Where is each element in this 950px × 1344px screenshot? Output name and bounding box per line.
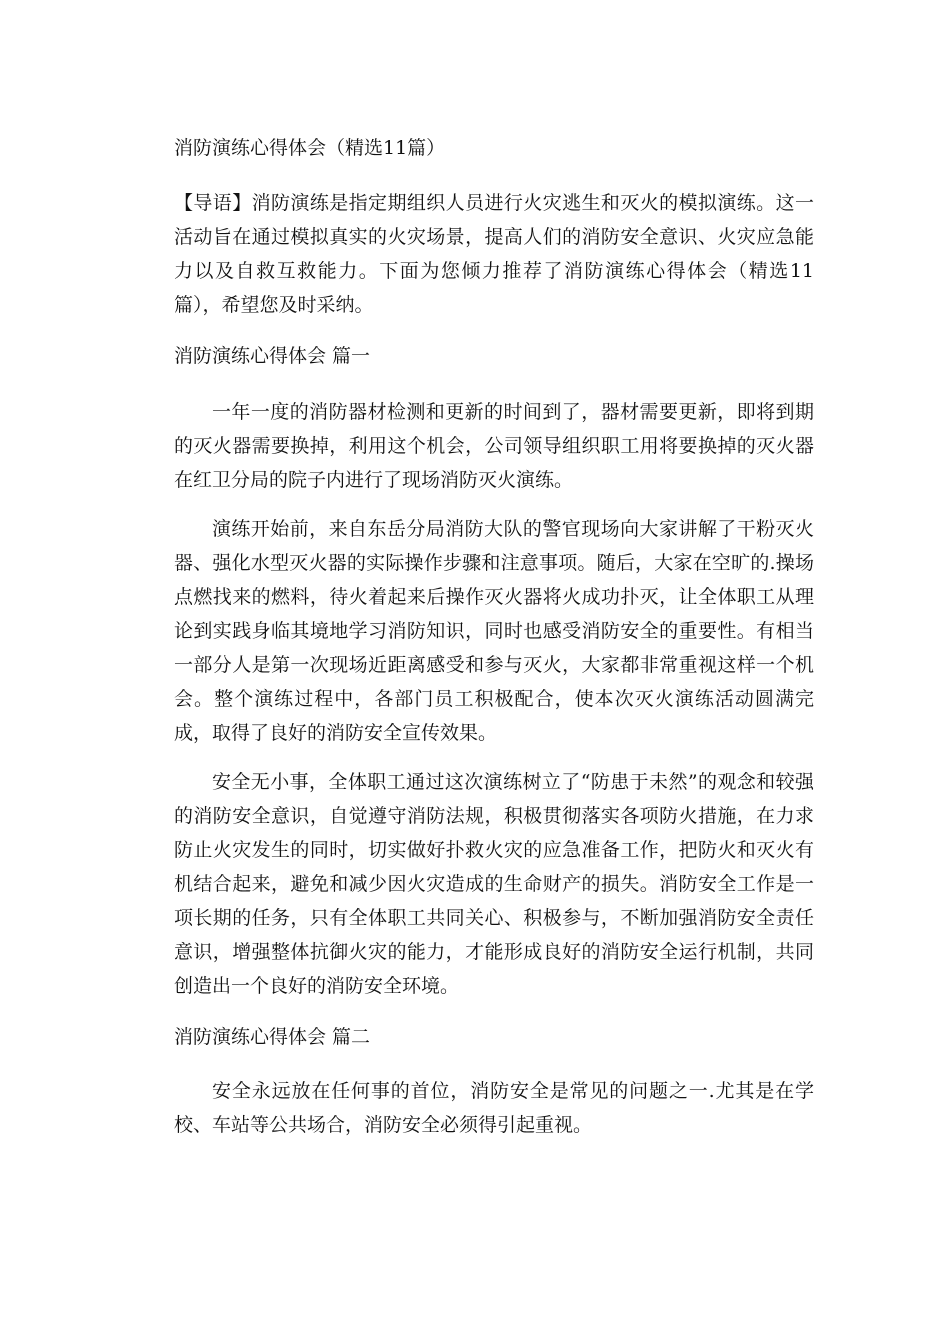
document-title: 消防演练心得体会（精选11篇） [174,137,446,159]
section-heading-1: 消防演练心得体会 篇一 [174,345,371,367]
intro-paragraph: 【导语】消防演练是指定期组织人员进行火灾逃生和灭火的模拟演练。这一活动旨在通过模拟真实的火灾场景，提高人们的消防安全意识、火灾应急能力以及自救互救能力。下面为您倾力推荐了消防演练心得体会（精选11篇），希望您及时采纳。 [174,192,814,316]
section-2-paragraph-1: 安全永远放在任何事的首位，消防安全是常见的问题之一.尤其是在学校、车站等公共场合，消防安全必须得引起重视。 [174,1080,814,1136]
section-1-paragraph-2: 演练开始前，来自东岳分局消防大队的警官现场向大家讲解了干粉灭火器、强化水型灭火器的实际操作步骤和注意事项。随后，大家在空旷的.操场点燃找来的燃料，待火着起来后操作灭火器将火成功扑灭，让全体职工从理论到实践身临其境地学习消防知识，同时也感受消防安全的重要性。有相当一部分人是第一次现场近距离感受和参与灭火，大家都非常重视这样一个机会。整个演练过程中，各部门员工积极配合，使本次灭火演练活动圆满完成，取得了良好的消防安全宣传效果。 [174,518,814,744]
section-1-paragraph-1: 一年一度的消防器材检测和更新的时间到了，器材需要更新，即将到期的灭火器需要换掉，利用这个机会，公司领导组织职工用将要换掉的灭火器在红卫分局的院子内进行了现场消防灭火演练。 [174,401,814,491]
section-heading-2: 消防演练心得体会 篇二 [174,1026,371,1048]
section-1-paragraph-3: 安全无小事，全体职工通过这次演练树立了“防患于未然”的观念和较强的消防安全意识，自觉遵守消防法规，积极贯彻落实各项防火措施，在力求防止火灾发生的同时，切实做好扑救火灾的应急准备工作，把防火和灭火有机结合起来，避免和减少因火灾造成的生命财产的损失。消防安全工作是一项长期的任务，只有全体职工共同关心、积极参与，不断加强消防安全责任意识，增强整体抗御火灾的能力，才能形成良好的消防安全运行机制，共同创造出一个良好的消防安全环境。 [174,771,814,997]
